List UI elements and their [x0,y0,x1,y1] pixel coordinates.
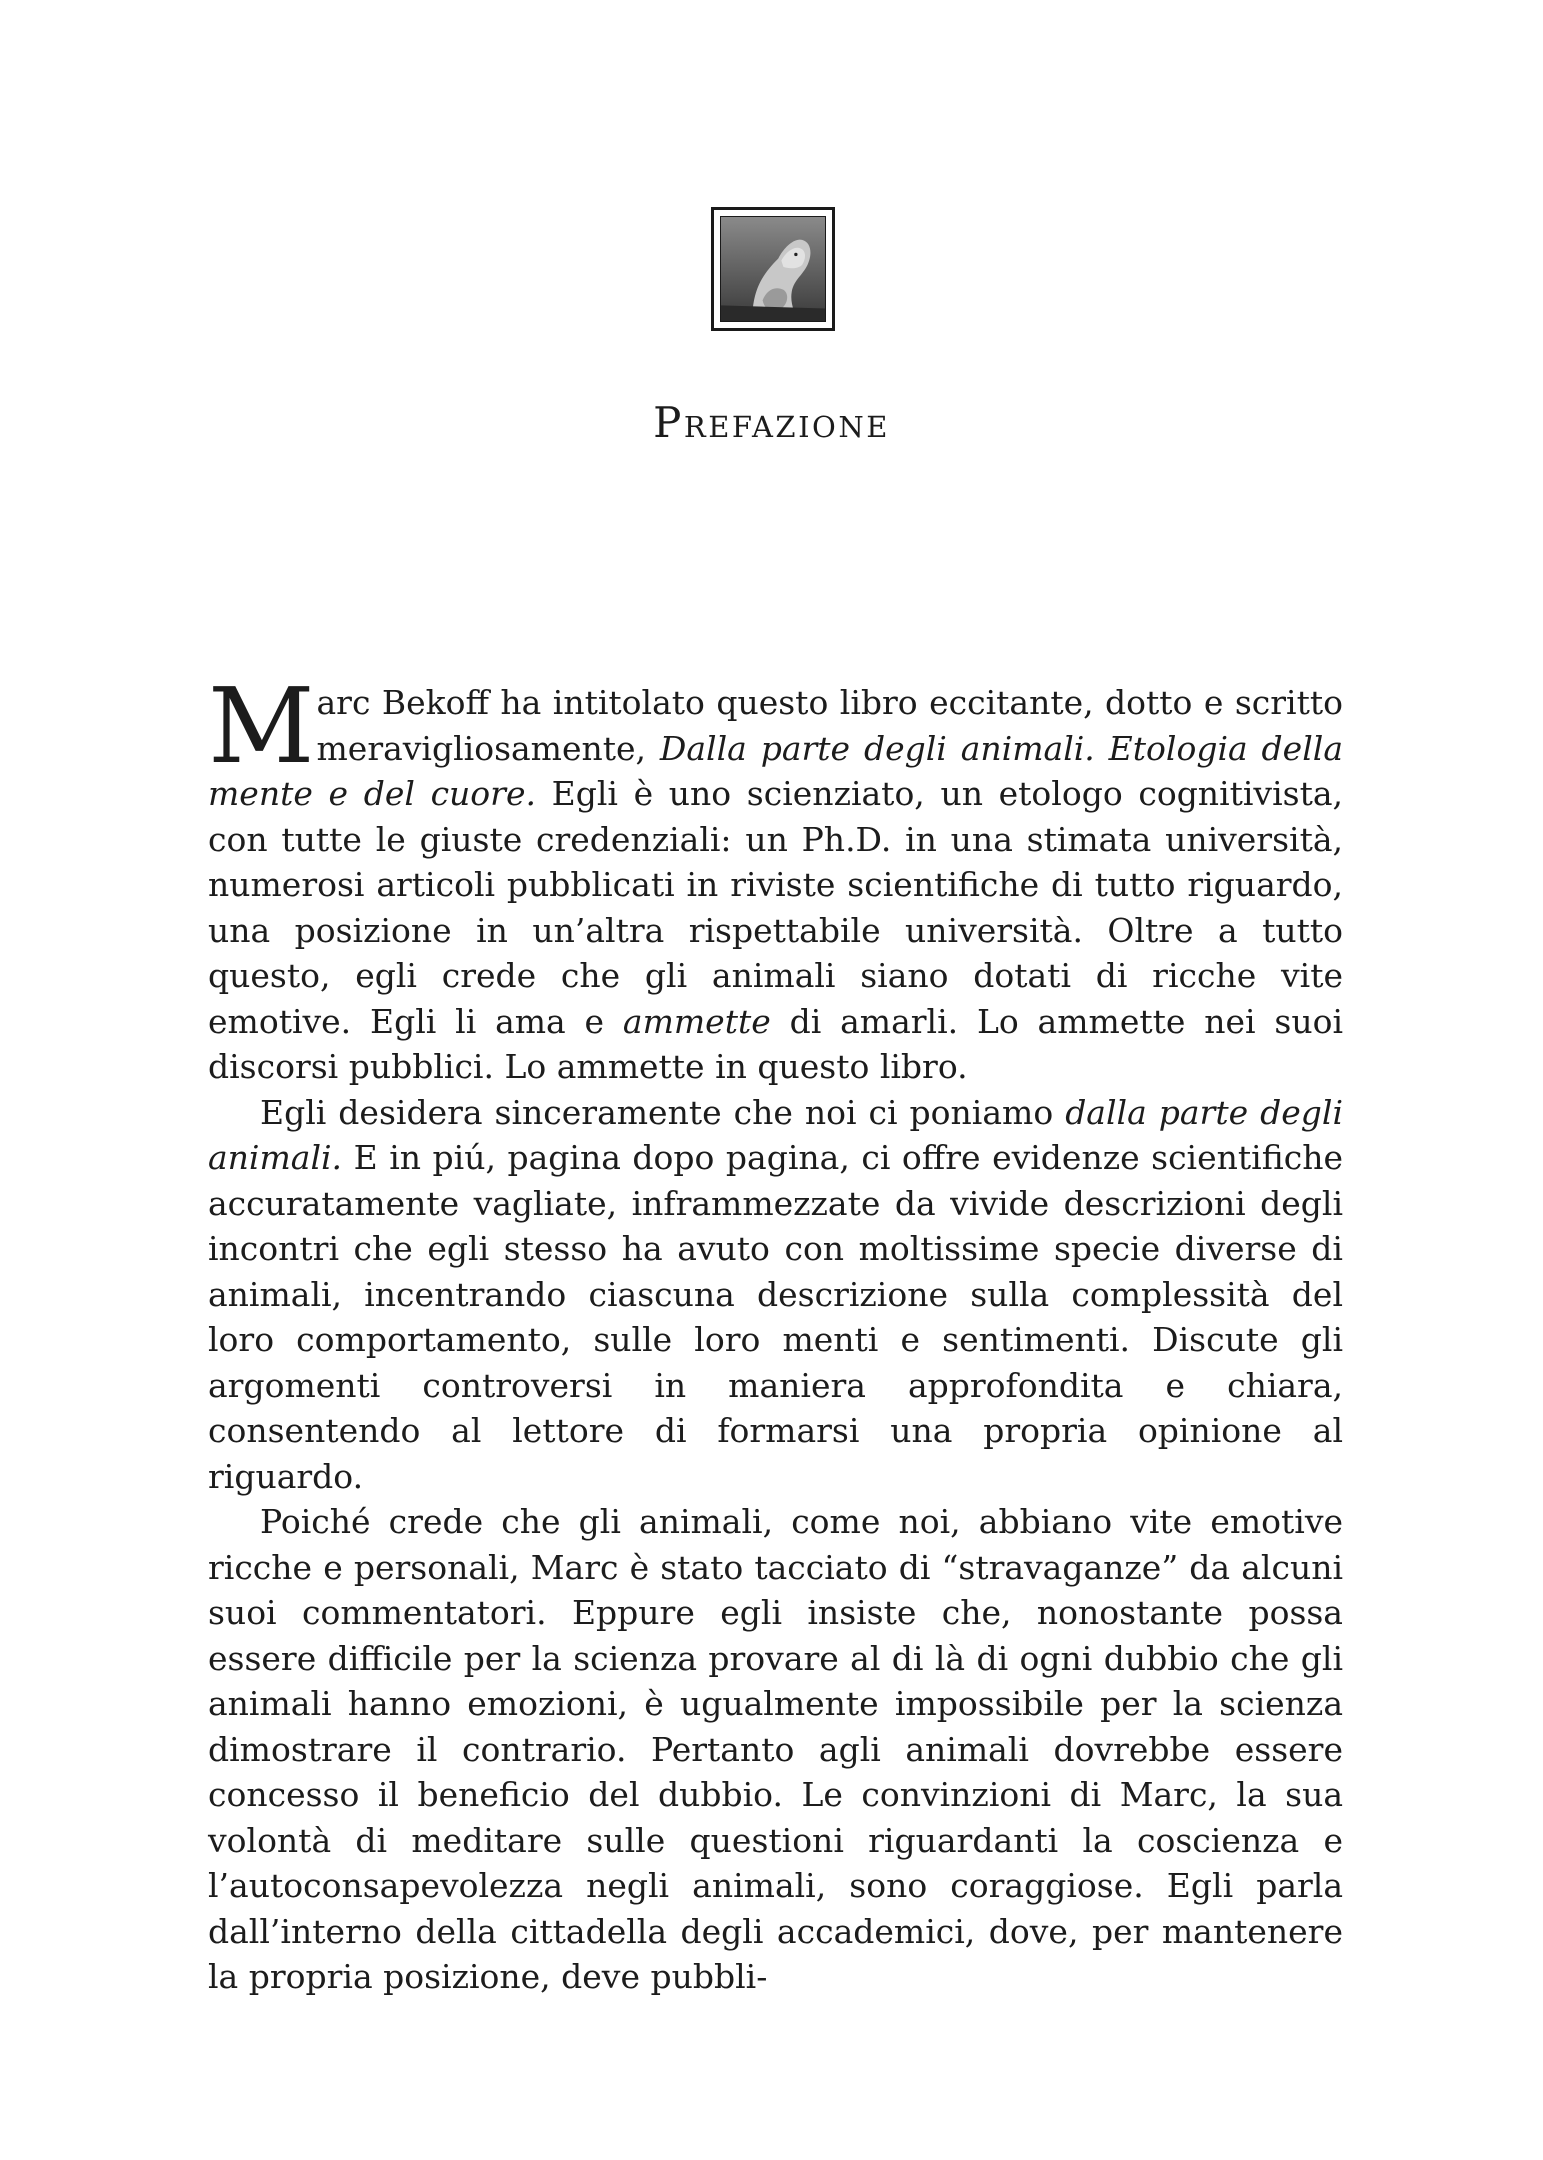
paragraph-1 [208,665,1344,1090]
paragraph-2-run-3: E in piú, pagina dopo pagina, ci offre evidenze scientifiche accuratamente vagliate, inframmezzate da vivide descrizioni degli incontri che egli stesso ha avuto con moltissime specie diverse di animali, incentrando ciascuna descrizione sulla complessità del loro comportamento, sulle loro menti e sentimenti. Discute gli argomenti controversi in maniera approfondita e chiara, consentendo al lettore di formarsi una propria opinione al riguardo. [208,1138,1343,1496]
paragraph-3 [208,1499,1343,2000]
paragraph-1-run-5: di amarli. Lo ammette nei suoi discorsi pubblici. Lo ammette in questo libro. [208,1001,1344,1086]
body-text [208,665,1344,2000]
paragraph-1-run-3: Egli è uno scienziato, un etologo cognitivista, con tutte le giuste credenziali: un Ph.D. in una stimata università, numerosi articoli pubblicati in riviste scientifiche di tutto riguardo, una posizione in un’altra rispettabile università. Oltre a tutto questo, egli crede che gli animali siano dotati di ricche vite emotive. Egli li ama e [208,774,1343,1041]
emphasis-dalla-parte: dalla parte degli animali. [208,1092,1343,1177]
lioness-cub-illustration [721,217,825,321]
lioness-cub-photo [720,216,826,322]
paragraph-2-run-1: Egli desidera sinceramente che noi ci poniamo [260,1092,1066,1132]
chapter-vignette-image [711,207,835,331]
paragraph-1-run-1: arc Bekoff ha intitolato questo libro eccitante, dotto e scritto meravigliosamente, [316,683,1343,768]
drop-cap-letter: M [208,665,315,787]
paragraph-3-run-1: Poiché crede che gli animali, come noi, abbiano vite emotive ricche e personali, Marc è stato tacciato di “stravaganze” da alcuni suoi commentatori. Eppure egli insiste che, nonostante possa essere difficile per la scienza provare al di là di ogni dubbio che gli animali hanno emozioni, è ugualmente impossibile per la scienza dimostrare il contrario. Pertanto agli animali dovrebbe essere concesso il beneficio del dubbio. Le convinzioni di Marc, la sua volontà di meditare sulle questioni riguardanti la coscienza e l’autoconsapevolezza negli animali, sono coraggiose. Egli parla dall’interno della cittadella degli accademici, dove, per mantenere la propria posizione, deve pubbli- [208,1502,1343,1996]
emphasis-ammette: ammette [622,1001,771,1041]
chapter-title: Prefazione [653,398,890,447]
paragraph-2 [208,1090,1343,1500]
book-title-italic: Dalla parte degli animali. Etologia della mente e del cuore. [208,728,1343,813]
